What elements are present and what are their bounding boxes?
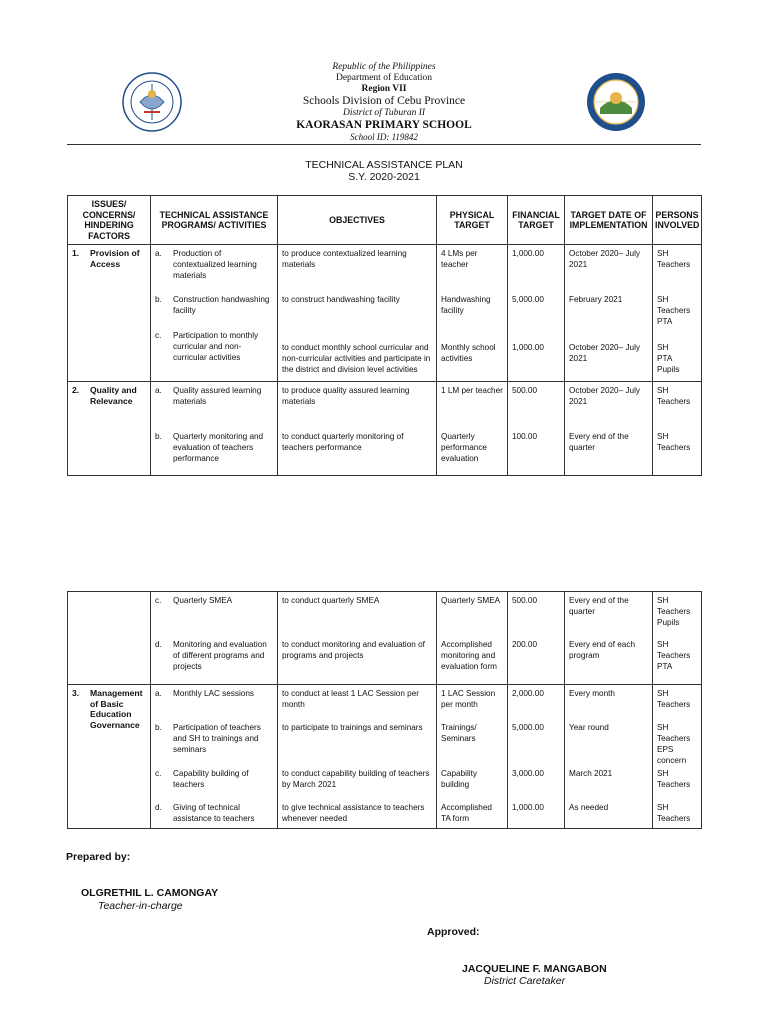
- issue-text: Management of Basic Education Governance: [90, 688, 143, 730]
- objective-cell: [278, 382, 437, 476]
- date-text: February 2021: [569, 295, 623, 304]
- objective-text: to give technical assistance to teachers whenever needed: [282, 803, 425, 823]
- program-text: Construction handwashing facility: [173, 295, 270, 315]
- persons-text: SH Teachers: [657, 769, 691, 789]
- target-date-cell: [565, 592, 653, 685]
- document-title: TECHNICAL ASSISTANCE PLAN: [305, 159, 463, 171]
- persons-text: SH Teachers: [657, 803, 691, 823]
- physical-text: 1 LAC Session per month: [441, 689, 496, 709]
- financial-text: 5,000.00: [512, 295, 544, 304]
- date-text: October 2020– July 2021: [569, 343, 641, 363]
- item-letter: c.: [155, 769, 162, 778]
- physical-target-cell: [437, 685, 508, 829]
- financial-target-cell: [508, 245, 565, 382]
- issue-number: 2.: [72, 385, 80, 395]
- objective-text: to participate to trainings and seminars: [282, 723, 423, 732]
- objective-text: to conduct monitoring and evaluation of programs and projects: [282, 640, 425, 660]
- program-cell: [151, 245, 278, 382]
- program-text: Quarterly SMEA: [173, 596, 233, 605]
- physical-target-cell: [437, 382, 508, 476]
- issue-number: 1.: [72, 248, 80, 258]
- issue-number: 3.: [72, 688, 80, 698]
- issue-cell: [68, 245, 151, 382]
- table-header-row: [68, 196, 702, 245]
- list-item: [155, 248, 273, 281]
- item-letter: b.: [155, 723, 162, 732]
- date-text: Every end of each program: [569, 640, 635, 660]
- target-date-cell: [565, 245, 653, 382]
- approved-name: JACQUELINE F. MANGABON: [462, 963, 607, 975]
- item-letter: a.: [155, 689, 162, 698]
- objective-text: to construct handwashing facility: [282, 295, 400, 304]
- persons-text: SH Teachers EPS concern: [657, 723, 691, 765]
- financial-text: 1,000.00: [512, 343, 544, 352]
- tap-table-page-2: [67, 591, 702, 829]
- date-text: March 2021: [569, 769, 613, 778]
- approved-role: District Caretaker: [484, 975, 566, 987]
- list-item: [155, 431, 273, 464]
- issue-label: [72, 248, 146, 269]
- financial-text: 3,000.00: [512, 769, 544, 778]
- financial-text: 200.00: [512, 640, 538, 649]
- persons-involved-cell: [653, 685, 702, 829]
- persons-text: SH Teachers Pupils: [657, 596, 691, 627]
- item-letter: c.: [155, 331, 162, 340]
- list-item: [155, 294, 273, 316]
- date-text: October 2020– July 2021: [569, 386, 641, 406]
- date-text: Every end of the quarter: [569, 596, 629, 616]
- list-item: [155, 385, 273, 407]
- date-text: Every end of the quarter: [569, 432, 629, 452]
- list-item: [155, 722, 273, 755]
- item-letter: d.: [155, 803, 162, 812]
- district-line: District of Tuburan II: [342, 108, 426, 118]
- issue-text: Quality and Relevance: [90, 385, 137, 406]
- persons-text: SH Teachers: [657, 432, 691, 452]
- objective-text: to conduct monthly school curricular and non-curricular activities and participate in the district and division level activities: [282, 343, 431, 374]
- objective-text: to conduct quarterly SMEA: [282, 596, 380, 605]
- issue-cell: [68, 685, 151, 829]
- col-header-objectives: OBJECTIVES: [278, 196, 437, 245]
- objective-text: to produce contextualized learning materials: [282, 249, 407, 269]
- program-text: Participation to monthly curricular and non-curricular activities: [173, 331, 259, 362]
- financial-text: 500.00: [512, 386, 538, 395]
- list-item: [155, 595, 273, 606]
- table-row: [68, 245, 702, 382]
- target-date-cell: [565, 685, 653, 829]
- physical-text: Monthly school activities: [441, 343, 496, 363]
- financial-text: 500.00: [512, 596, 538, 605]
- financial-text: 5,000.00: [512, 723, 544, 732]
- col-header-financial: FINANCIAL TARGET: [508, 196, 565, 245]
- prepared-by-label: Prepared by:: [66, 851, 131, 863]
- issue-cell: [68, 592, 151, 685]
- list-item: [155, 330, 273, 363]
- physical-text: Quarterly SMEA: [441, 596, 501, 605]
- objective-cell: [278, 245, 437, 382]
- persons-involved-cell: [653, 592, 702, 685]
- physical-text: Quarterly performance evaluation: [441, 432, 487, 463]
- persons-text: SH Teachers: [657, 689, 691, 709]
- col-header-programs: TECHNICAL ASSISTANCE PROGRAMS/ ACTIVITIES: [151, 196, 278, 245]
- table-row: [68, 592, 702, 685]
- header-divider: [67, 144, 701, 145]
- program-text: Quality assured learning materials: [173, 386, 262, 406]
- physical-text: Capability building: [441, 769, 477, 789]
- item-letter: a.: [155, 386, 162, 395]
- item-letter: d.: [155, 640, 162, 649]
- col-header-persons: PERSONS INVOLVED: [653, 196, 702, 245]
- republic-line: Republic of the Philippines: [332, 62, 436, 72]
- school-id: School ID: 119842: [350, 132, 418, 142]
- program-cell: [151, 382, 278, 476]
- objective-text: to conduct at least 1 LAC Session per month: [282, 689, 419, 709]
- target-date-cell: [565, 382, 653, 476]
- financial-text: 1,000.00: [512, 249, 544, 258]
- financial-target-cell: [508, 382, 565, 476]
- prepared-by-name: OLGRETHIL L. CAMONGAY: [81, 887, 219, 899]
- program-text: Monitoring and evaluation of different programs and projects: [173, 640, 267, 671]
- persons-text: SH Teachers: [657, 386, 691, 406]
- financial-text: 100.00: [512, 432, 538, 441]
- item-letter: c.: [155, 596, 162, 605]
- table-row: [68, 382, 702, 476]
- physical-text: Handwashing facility: [441, 295, 491, 315]
- physical-text: Accomplished monitoring and evaluation form: [441, 640, 497, 671]
- issue-cell: [68, 382, 151, 476]
- col-header-physical: PHYSICAL TARGET: [437, 196, 508, 245]
- persons-involved-cell: [653, 382, 702, 476]
- physical-target-cell: [437, 592, 508, 685]
- physical-text: 4 LMs per teacher: [441, 249, 478, 269]
- list-item: [155, 688, 273, 699]
- col-header-issues: ISSUES/ CONCERNS/ HINDERING FACTORS: [68, 196, 151, 245]
- program-text: Capability building of teachers: [173, 769, 249, 789]
- region-line: Region VII: [361, 84, 407, 94]
- physical-text: Accomplished TA form: [441, 803, 492, 823]
- item-letter: b.: [155, 432, 162, 441]
- date-text: As needed: [569, 803, 609, 812]
- prepared-by-role: Teacher-in-charge: [98, 900, 183, 912]
- financial-target-cell: [508, 685, 565, 829]
- persons-involved-cell: [653, 245, 702, 382]
- program-text: Production of contextualized learning materials: [173, 249, 257, 280]
- issue-label: [72, 688, 146, 730]
- financial-text: 2,000.00: [512, 689, 544, 698]
- persons-text: SH Teachers PTA: [657, 295, 691, 326]
- financial-target-cell: [508, 592, 565, 685]
- school-name: KAORASAN PRIMARY SCHOOL: [296, 119, 472, 131]
- persons-text: SH PTA Pupils: [657, 343, 680, 374]
- financial-text: 1,000.00: [512, 803, 544, 812]
- list-item: [155, 768, 273, 790]
- program-text: Quarterly monitoring and evaluation of teachers performance: [173, 432, 264, 463]
- date-text: October 2020– July 2021: [569, 249, 641, 269]
- objective-cell: [278, 592, 437, 685]
- program-cell: [151, 685, 278, 829]
- list-item: [155, 802, 273, 824]
- approved-label: Approved:: [427, 926, 480, 938]
- date-text: Year round: [569, 723, 609, 732]
- issue-label: [72, 385, 146, 406]
- objective-cell: [278, 685, 437, 829]
- school-year: S.Y. 2020-2021: [348, 171, 420, 183]
- tap-table-page-1: [67, 195, 702, 476]
- persons-text: SH Teachers: [657, 249, 691, 269]
- objective-text: to produce quality assured learning materials: [282, 386, 410, 406]
- department-line: Department of Education: [335, 73, 433, 83]
- date-text: Every month: [569, 689, 615, 698]
- program-text: Giving of technical assistance to teachers: [173, 803, 255, 823]
- issue-text: Provision of Access: [90, 248, 140, 269]
- list-item: [155, 639, 273, 672]
- item-letter: b.: [155, 295, 162, 304]
- physical-text: 1 LM per teacher: [441, 386, 503, 395]
- table-row: [68, 685, 702, 829]
- item-letter: a.: [155, 249, 162, 258]
- persons-text: SH Teachers PTA: [657, 640, 691, 671]
- program-cell: [151, 592, 278, 685]
- col-header-target-date: TARGET DATE OF IMPLEMENTATION: [565, 196, 653, 245]
- program-text: Participation of teachers and SH to trainings and seminars: [173, 723, 261, 754]
- physical-text: Trainings/ Seminars: [441, 723, 477, 743]
- division-line: Schools Division of Cebu Province: [302, 95, 466, 107]
- objective-text: to conduct quarterly monitoring of teachers performance: [282, 432, 404, 452]
- objective-text: to conduct capability building of teachers by March 2021: [282, 769, 430, 789]
- physical-target-cell: [437, 245, 508, 382]
- program-text: Monthly LAC sessions: [173, 689, 254, 698]
